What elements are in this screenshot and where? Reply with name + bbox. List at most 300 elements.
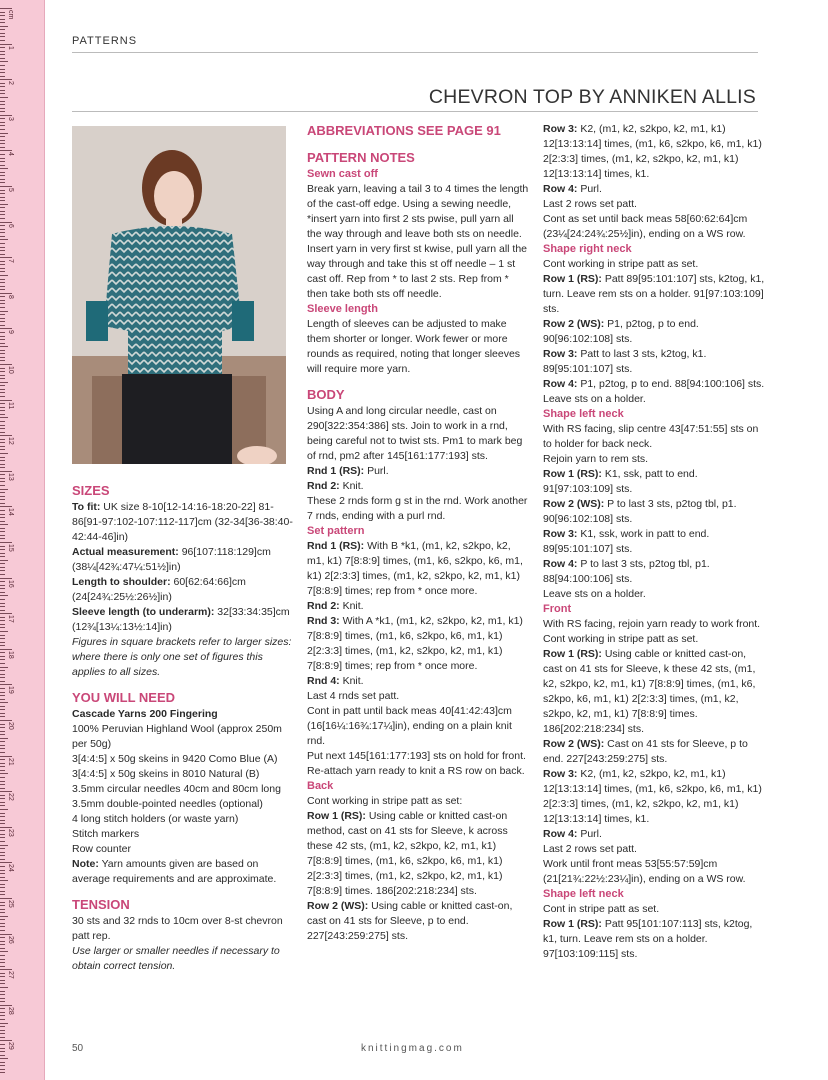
section-label: PATTERNS — [72, 35, 138, 47]
ruler-tick — [0, 681, 5, 682]
ruler-tick — [0, 692, 5, 693]
ruler-tick — [0, 300, 5, 301]
instruction-text: UK size 8-10[12-14:16-18:20-22] 81-86[91-97:102-107:112-117]cm (32-34[36-38:40-42:44-46]in) — [72, 501, 293, 543]
ruler-tick — [0, 83, 5, 84]
ruler-number: 1 — [7, 45, 14, 50]
ruler-tick — [0, 813, 5, 814]
instruction-text: Using A and long circular needle, cast on 290[322:354:386] sts. Join to work in a rnd, being careful not to twist sts. Pm1 to mark beg of rnd, pm2 after 145[161:177:193] sts. — [307, 405, 523, 462]
instruction-text: Leave sts on a holder. — [543, 393, 646, 405]
instruction-paragraph — [72, 812, 294, 827]
label-bold: Row 4: — [543, 558, 578, 570]
instruction-paragraph — [307, 479, 529, 494]
instruction-paragraph — [307, 404, 529, 464]
instruction-text: Cont in patt until back meas 40[41:42:43]cm (16[16¼:16¾:17¼]in), ending on a plain knit rnd. — [307, 705, 512, 747]
ruler-tick — [0, 823, 5, 824]
ruler-tick — [0, 336, 5, 337]
ruler-number: 29 — [7, 1042, 14, 1051]
ruler-tick — [0, 798, 5, 799]
ruler-tick — [0, 453, 8, 454]
label-bold: Sleeve length (to underarm): — [72, 606, 215, 618]
label-bold: Row 2 (WS): — [543, 318, 605, 330]
ruler-tick — [0, 510, 5, 511]
instruction-paragraph — [543, 632, 765, 647]
instruction-paragraph — [543, 497, 765, 527]
instruction-text: K2, (m1, k2, s2kpo, k2, m1, k1) 12[13:13:14] times, (m1, k6, s2kpo, k6, m1, k1) 2[2:3:3] times, (m1, k2, s2kpo, k2, m1, k1) 12[13:13:14] times, k1. — [543, 768, 762, 825]
instruction-text: Using cable or knitted cast-on, cast on 41 sts for Sleeve, p to end. 227[243:259:275] sts. — [307, 900, 513, 942]
ruler-number: 14 — [7, 508, 14, 517]
instruction-text: These 2 rnds form g st in the rnd. Work another 7 rnds, ending with a purl rnd. — [307, 495, 528, 522]
ruler-tick — [0, 140, 5, 141]
instruction-text: Length of sleeves can be adjusted to make them shorter or longer. Work fewer or more rounds as required, noting that longer sleeves will require more yarn. — [307, 318, 521, 375]
ruler-tick — [0, 204, 8, 205]
instruction-paragraph — [543, 257, 765, 272]
ruler-tick — [0, 133, 8, 134]
ruler-tick — [0, 1008, 5, 1009]
ruler-tick — [0, 143, 5, 144]
ruler-number: 21 — [7, 757, 14, 766]
ruler-tick — [0, 731, 5, 732]
ruler-tick — [0, 610, 5, 611]
ruler-tick — [0, 998, 5, 999]
ruler-number: 15 — [7, 544, 14, 552]
ruler-tick — [0, 72, 5, 73]
instruction-paragraph — [307, 674, 529, 689]
instruction-text: Patt 89[95:101:107] sts, k2tog, k1, turn. Leave rem sts on a holder. 91[97:103:109] sts. — [543, 273, 765, 315]
ruler-tick — [0, 802, 5, 803]
instruction-paragraph — [307, 704, 529, 749]
ruler-tick — [0, 69, 5, 70]
label-bold: Length to shoulder: — [72, 576, 171, 588]
ruler-tick — [0, 820, 5, 821]
ruler-tick — [0, 923, 5, 924]
ruler-tick — [0, 734, 5, 735]
ruler-tick — [0, 12, 5, 13]
section-heading: ABBREVIATIONS SEE PAGE 91 — [307, 123, 501, 138]
ruler-tick — [0, 919, 5, 920]
ruler-tick — [0, 852, 5, 853]
label-bold: Rnd 3: — [307, 615, 340, 627]
ruler-tick — [0, 538, 5, 539]
ruler-tick — [0, 556, 5, 557]
ruler-tick — [0, 197, 5, 198]
instruction-text: Row counter — [72, 843, 131, 855]
ruler-tick — [0, 688, 5, 689]
ruler-tick — [0, 599, 5, 600]
ruler-number: 18 — [7, 650, 14, 659]
instruction-paragraph — [543, 647, 765, 737]
instruction-text: Rejoin yarn to rem sts. — [543, 453, 649, 465]
instruction-text: Cont working in stripe patt as set: — [307, 795, 463, 807]
instruction-paragraph — [72, 797, 294, 812]
instruction-text: P to last 3 sts, p2tog tbl, p1. 90[96:102:108] sts. — [543, 498, 737, 525]
instruction-paragraph — [72, 782, 294, 797]
instruction-text: 3[4:4:5] x 50g skeins in 8010 Natural (B) — [72, 768, 260, 780]
header-rule — [72, 52, 758, 53]
ruler-tick — [0, 1023, 8, 1024]
ruler-tick — [0, 282, 5, 283]
instruction-text: Last 4 rnds set patt. — [307, 690, 400, 702]
instruction-paragraph — [72, 707, 294, 722]
ruler-tick — [0, 834, 5, 835]
ruler-tick — [0, 624, 5, 625]
ruler-tick — [0, 991, 5, 992]
ruler-tick — [0, 663, 5, 664]
instruction-paragraph — [72, 545, 294, 575]
instruction-text: Break yarn, leaving a tail 3 to 4 times the length of the cast-off edge. Using a sewing needle, *insert yarn into first 2 sts pwise, pull yarn all the way through and leave both sts on needle. Insert yarn in very first st kwise, pull yarn all the way through and take this st off needle – 1 st cast off. Rep from * to last 2 sts. Rep from * then take both sts off needle. — [307, 183, 529, 300]
instruction-paragraph — [307, 317, 529, 377]
label-bold: Row 2 (WS): — [543, 498, 605, 510]
ruler-tick — [0, 745, 5, 746]
ruler-tick — [0, 165, 5, 166]
ruler-tick — [0, 118, 5, 119]
ruler-tick — [0, 147, 5, 148]
ruler-tick — [0, 8, 12, 9]
instruction-paragraph — [543, 587, 765, 602]
ruler-tick — [0, 635, 5, 636]
ruler-tick — [0, 955, 5, 956]
ruler-tick — [0, 752, 5, 753]
ruler-tick — [0, 937, 5, 938]
label-bold: Row 3: — [543, 123, 578, 135]
ruler-tick — [0, 179, 5, 180]
ruler-tick — [0, 1048, 5, 1049]
ruler-tick — [0, 382, 8, 383]
instruction-text: Cont working in stripe patt as set. — [543, 258, 699, 270]
ruler-tick — [0, 15, 5, 16]
ruler-tick — [0, 1055, 5, 1056]
ruler-tick — [0, 617, 5, 618]
ruler-number: 6 — [7, 223, 14, 228]
ruler-tick — [0, 97, 8, 98]
instruction-text: P1, p2tog, p to end. 90[96:102:108] sts. — [543, 318, 699, 345]
ruler-tick — [0, 104, 5, 105]
ruler-tick — [0, 289, 5, 290]
ruler-tick — [0, 738, 8, 739]
ruler-tick — [0, 542, 12, 543]
ruler-tick — [0, 827, 12, 828]
section-heading: YOU WILL NEED — [72, 690, 176, 705]
ruler-tick — [0, 656, 5, 657]
ruler-tick — [0, 514, 5, 515]
ruler-tick — [0, 948, 5, 949]
ruler-tick — [0, 855, 5, 856]
instruction-text: 100% Peruvian Highland Wool (approx 250m per 50g) — [72, 723, 282, 750]
ruler-tick — [0, 339, 5, 340]
ruler-tick — [0, 296, 5, 297]
ruler-tick — [0, 286, 5, 287]
instruction-paragraph — [543, 902, 765, 917]
ruler-tick — [0, 805, 5, 806]
ruler-tick — [0, 318, 5, 319]
instruction-paragraph — [72, 722, 294, 752]
ruler-tick — [0, 47, 5, 48]
column-notes-and-body — [307, 122, 529, 944]
instruction-paragraph — [72, 842, 294, 857]
ruler-tick — [0, 706, 5, 707]
ruler-tick — [0, 457, 5, 458]
italic-note: Figures in square brackets refer to larger sizes: where there is only one set of figures this applies to all sizes. — [72, 636, 292, 678]
ruler-tick — [0, 417, 8, 418]
ruler-tick — [0, 158, 5, 159]
label-bold: Row 2 (WS): — [307, 900, 369, 912]
ruler-tick — [0, 549, 5, 550]
subheading: Shape right neck — [543, 243, 632, 255]
instruction-paragraph — [543, 347, 765, 377]
ruler-number: 23 — [7, 828, 14, 837]
italic-note: Use larger or smaller needles if necessary to obtain correct tension. — [72, 945, 280, 972]
ruler-tick — [0, 966, 5, 967]
instruction-text: Last 2 rows set patt. — [543, 198, 637, 210]
ruler-tick — [0, 44, 12, 45]
ruler-tick — [0, 816, 5, 817]
ruler-tick — [0, 766, 5, 767]
instruction-paragraph — [307, 794, 529, 809]
label-bold: Row 3: — [543, 768, 578, 780]
label-bold: Cascade Yarns 200 Fingering — [72, 708, 218, 720]
label-bold: Row 4: — [543, 828, 578, 840]
ruler-tick — [0, 884, 5, 885]
instruction-paragraph — [72, 857, 294, 887]
ruler-tick — [0, 275, 8, 276]
ruler-tick — [0, 531, 5, 532]
instruction-text: With RS facing, rejoin yarn ready to work front. — [543, 618, 761, 630]
ruler-number: 19 — [7, 686, 14, 695]
instruction-paragraph — [72, 605, 294, 635]
label-bold: Row 1 (RS): — [543, 273, 602, 285]
ruler-tick — [0, 247, 5, 248]
ruler-tick — [0, 346, 8, 347]
ruler-tick — [0, 26, 8, 27]
ruler-tick — [0, 161, 5, 162]
ruler-tick — [0, 40, 5, 41]
instruction-text: Patt to last 3 sts, k2tog, k1. 89[95:101:107] sts. — [543, 348, 707, 375]
ruler-tick — [0, 343, 5, 344]
instruction-text: 30 sts and 32 rnds to 10cm over 8-st chevron patt rep. — [72, 915, 283, 942]
ruler-tick — [0, 560, 8, 561]
ruler-tick — [0, 1072, 5, 1073]
ruler-tick — [0, 1012, 5, 1013]
ruler-tick — [0, 592, 5, 593]
subheading: Sleeve length — [307, 303, 378, 315]
ruler-tick — [0, 891, 5, 892]
ruler-tick — [0, 773, 8, 774]
ruler-tick — [0, 546, 5, 547]
ruler-tick — [0, 403, 5, 404]
ruler-tick — [0, 449, 5, 450]
ruler-tick — [0, 627, 5, 628]
instruction-text: Knit. — [339, 480, 364, 492]
subheading: Back — [307, 780, 334, 792]
label-bold: Note: — [72, 858, 99, 870]
ruler-tick — [0, 741, 5, 742]
ruler-tick — [0, 603, 5, 604]
instruction-text: Patt 95[101:107:113] sts, k2tog, k1, turn. Leave rem sts on a holder. 97[103:109:115] sts. — [543, 918, 753, 960]
instruction-paragraph — [543, 467, 765, 497]
instruction-paragraph — [543, 842, 765, 857]
ruler-tick — [0, 809, 8, 810]
ruler-tick — [0, 870, 5, 871]
ruler-tick — [0, 667, 8, 668]
ruler-tick — [0, 859, 5, 860]
ruler-tick — [0, 264, 5, 265]
subheading: Set pattern — [307, 525, 365, 537]
ruler-tick — [0, 535, 5, 536]
ruler-tick — [0, 1058, 8, 1059]
ruler-tick — [0, 467, 5, 468]
label-bold: Rnd 1 (RS): — [307, 540, 365, 552]
ruler-tick — [0, 499, 5, 500]
instruction-paragraph — [307, 182, 529, 302]
ruler-number: 17 — [7, 615, 14, 623]
ruler-tick — [0, 446, 5, 447]
instruction-text: With A *k1, (m1, k2, s2kpo, k2, m1, k1) 7[8:8:9] times, (m1, k6, s2kpo, k6, m1, k1) 2[2:3:3] times, (m1, k2, s2kpo, k2, m1, k1) 7[8:8:9] times; rep from * once more. — [307, 615, 523, 672]
page-number: 50 — [72, 1043, 84, 1054]
ruler-tick — [0, 720, 12, 721]
ruler-tick — [0, 236, 5, 237]
ruler-tick — [0, 254, 5, 255]
ruler-tick — [0, 659, 5, 660]
instruction-text: Using cable or knitted cast-on, cast on 41 sts for Sleeve, k these 42 sts, (m1, k2, s2kpo, k2, m1, k1) 7[8:8:9] times, (m1, k6, s2kpo, k6, m1, k1) 2[2:3:3] times, (m1, k2, s2kpo, k2, m1, k1) 7[8:8:9] times. 186[202:218:234] sts. — [543, 648, 756, 735]
instruction-paragraph — [543, 827, 765, 842]
ruler-number: 16 — [7, 579, 14, 588]
ruler-tick — [0, 36, 5, 37]
ruler-tick — [0, 471, 12, 472]
ruler-tick — [0, 325, 5, 326]
instruction-text: P to last 3 sts, p2tog tbl, p1. 88[94:100:106] sts. — [543, 558, 710, 585]
instruction-paragraph — [307, 599, 529, 614]
ruler-tick — [0, 368, 5, 369]
ruler-tick — [0, 770, 5, 771]
ruler-tick — [0, 172, 5, 173]
ruler-tick — [0, 553, 5, 554]
ruler-tick — [0, 136, 5, 137]
instruction-paragraph — [543, 212, 765, 242]
ruler-tick — [0, 129, 5, 130]
ruler-tick — [0, 642, 5, 643]
ruler-tick — [0, 271, 5, 272]
ruler-tick — [0, 880, 8, 881]
ruler-tick — [0, 225, 5, 226]
ruler-tick — [0, 364, 12, 365]
ruler-tick — [0, 916, 8, 917]
label-bold: Rnd 2: — [307, 480, 340, 492]
instruction-text: 96[107:118:129]cm (38¼[42¾:47¼:51½]in) — [72, 546, 271, 573]
instruction-text: Work until front meas 53[55:57:59]cm (21[21¾:22½:23¼]in), ending on a WS row. — [543, 858, 746, 885]
label-bold: Row 1 (RS): — [543, 648, 602, 660]
instruction-text: Cont as set until back meas 58[60:62:64]cm (23¼[24:24¾:25½]in), ending on a WS row. — [543, 213, 748, 240]
instruction-paragraph — [307, 464, 529, 479]
ruler-number: 2 — [7, 81, 14, 86]
ruler-tick — [0, 570, 5, 571]
ruler-tick — [0, 1062, 5, 1063]
ruler-tick — [0, 930, 5, 931]
ruler-tick — [0, 407, 5, 408]
ruler-tick — [0, 699, 5, 700]
label-bold: Rnd 4: — [307, 675, 340, 687]
instruction-paragraph — [543, 182, 765, 197]
instruction-text: Yarn amounts given are based on average requirements and are approximate. — [72, 858, 277, 885]
ruler-tick — [0, 154, 5, 155]
instruction-paragraph — [543, 857, 765, 887]
instruction-text: P1, p2tog, p to end. 88[94:100:106] sts. — [577, 378, 765, 390]
ruler-tick — [0, 724, 5, 725]
instruction-paragraph — [307, 539, 529, 599]
ruler-tick — [0, 432, 5, 433]
instruction-paragraph — [307, 899, 529, 944]
measuring-ruler — [0, 0, 45, 1080]
ruler-tick — [0, 200, 5, 201]
website-url: knittingmag.com — [361, 1043, 464, 1054]
ruler-tick — [0, 182, 5, 183]
ruler-tick — [0, 400, 12, 401]
instruction-text: Using cable or knitted cast-on method, cast on 41 sts for Sleeve, k across these 42 sts, (m1, k2, s2kpo, k2, m1, k1) 7[8:8:9] times, (m1, k6, s2kpo, k6, m1, k1) 2[2:3:3] times, (m1, k2, s2kpo, k2, m1, k1) 7[8:8:9] times. 186[202:218:234] sts. — [307, 810, 508, 897]
ruler-number: 8 — [7, 294, 14, 299]
instruction-paragraph — [307, 689, 529, 704]
ruler-tick — [0, 350, 5, 351]
instruction-paragraph — [72, 827, 294, 842]
ruler-tick — [0, 207, 5, 208]
ruler-tick — [0, 19, 5, 20]
subheading: Front — [543, 603, 572, 615]
ruler-tick — [0, 93, 5, 94]
ruler-tick — [0, 841, 5, 842]
instruction-text: 60[62:64:66]cm (24[24¾:25½:26½]in) — [72, 576, 246, 603]
subheading: Sewn cast off — [307, 168, 378, 180]
ruler-tick — [0, 980, 5, 981]
ruler-number: 26 — [7, 935, 14, 944]
ruler-tick — [0, 474, 5, 475]
ruler-tick — [0, 837, 5, 838]
instruction-paragraph — [543, 737, 765, 767]
instruction-paragraph — [543, 122, 765, 182]
ruler-tick — [0, 670, 5, 671]
ruler-tick — [0, 951, 8, 952]
instruction-paragraph — [543, 917, 765, 962]
ruler-tick — [0, 845, 8, 846]
ruler-tick — [0, 877, 5, 878]
ruler-tick — [0, 606, 5, 607]
ruler-tick — [0, 781, 5, 782]
instruction-text: Leave sts on a holder. — [543, 588, 646, 600]
instruction-paragraph — [307, 749, 529, 779]
ruler-tick — [0, 303, 5, 304]
ruler-tick — [0, 1044, 5, 1045]
instruction-text: Knit. — [339, 600, 364, 612]
ruler-tick — [0, 585, 5, 586]
instruction-paragraph — [72, 500, 294, 545]
ruler-tick — [0, 1005, 12, 1006]
ruler-tick — [0, 396, 5, 397]
label-bold: Actual measurement: — [72, 546, 179, 558]
instruction-paragraph — [543, 317, 765, 347]
ruler-tick — [0, 218, 5, 219]
ruler-tick — [0, 425, 5, 426]
ruler-tick — [0, 973, 5, 974]
ruler-tick — [0, 115, 12, 116]
instruction-paragraph — [543, 422, 765, 452]
instruction-text: K1, ssk, work in patt to end. 89[95:101:107] sts. — [543, 528, 710, 555]
model-photo-illustration — [72, 126, 286, 464]
label-bold: Row 1 (RS): — [307, 810, 366, 822]
ruler-tick — [0, 1019, 5, 1020]
ruler-tick — [0, 848, 5, 849]
ruler-tick — [0, 763, 5, 764]
label-bold: Row 3: — [543, 528, 578, 540]
ruler-tick — [0, 788, 5, 789]
ruler-tick — [0, 866, 5, 867]
column-shaping — [543, 122, 765, 962]
ruler-tick — [0, 229, 5, 230]
